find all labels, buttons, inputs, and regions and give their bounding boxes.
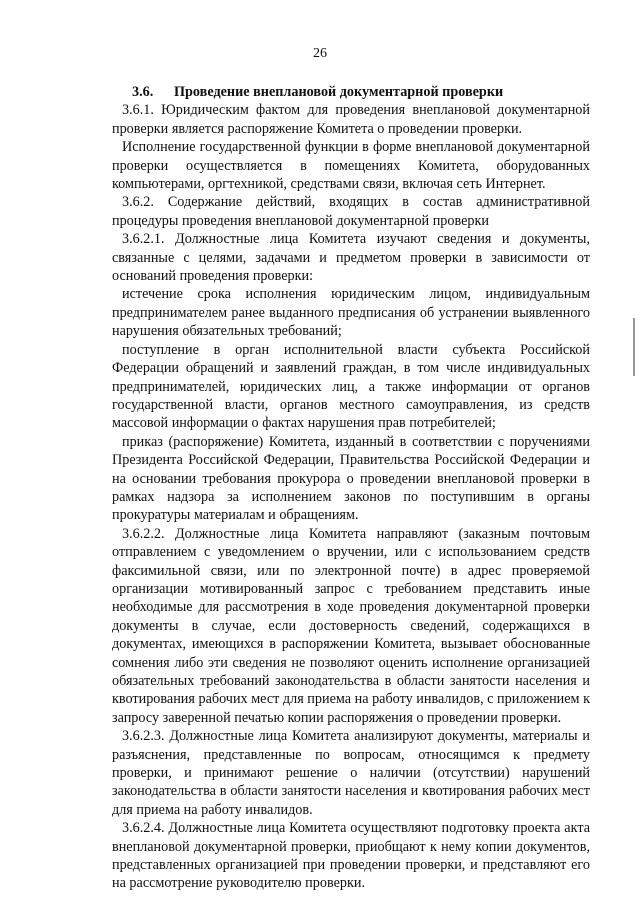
section-heading <box>112 83 590 101</box>
scan-edge-mark <box>633 318 635 376</box>
paragraph-3-6-1: 3.6.1. Юридическим фактом для проведения внеплановой документарной проверки является распоряжение Комитета о проведении проверки. <box>112 102 590 137</box>
list-item-order: приказ (распоряжение) Комитета, изданный в соответствии с поручениями Президента Российской Федерации, Правительства Российской Федерации и на основании требования прокурора о проведении внеплановой проверки в рамках надзора за исполнением законов по поступившим в органы прокуратуры материалам и обращениям. <box>112 433 590 524</box>
list-item-deadline-expiry: истечение срока исполнения юридическим лицом, индивидуальным предпринимателем ранее выданного предписания об устранении выявленного нарушения обязательных требований; <box>112 286 590 340</box>
paragraph-3-6-2: 3.6.2. Содержание действий, входящих в состав административной процедуры проведения внеплановой документарной проверки <box>112 194 590 229</box>
paragraph-3-6-2-3: 3.6.2.3. Должностные лица Комитета анализируют документы, материалы и разъяснения, представленные по вопросам, относящимся к предмету проверки, и принимают решение о наличии (отсутствии) нарушений законодательства в области занятости населения и квотирования рабочих мест для приема на работу инвалидов. <box>112 728 590 818</box>
section-number: 3.6. <box>132 84 154 100</box>
paragraph-3-6-2-2: 3.6.2.2. Должностные лица Комитета направляют (заказным почтовым отправлением с уведомлением о вручении, или с использованием средств факсимильной связи, или по электронной почте) в адрес проверяемой организации мотивированный запрос с требованием представить иные необходимые для рассмотрения в ходе проведения документарной проверки документы в случае, если достоверность сведений, содержащихся в документах, имеющихся в распоряжении Комитета, вызывает обоснованные сомнения либо эти сведения не позволяют оценить исполнение организацией обязательных требований законодательства в области занятости населения и квотирования рабочих мест для приема на работу инвалидов, с приложением к запросу заверенной печатью копии распоряжения о проведении проверки. <box>112 525 590 726</box>
document-body <box>112 83 590 893</box>
paragraph-execution-form: Исполнение государственной функции в форме внеплановой документарной проверки осуществляется в помещениях Комитета, оборудованных компьютерами, оргтехникой, средствами связи, включая сеть Интернет. <box>112 139 590 193</box>
paragraph-3-6-2-1: 3.6.2.1. Должностные лица Комитета изучают сведения и документы, связанные с целями, задачами и предметом проверки в зависимости от оснований проведения проверки: <box>112 231 590 285</box>
section-title: Проведение внеплановой документарной проверки <box>174 84 504 100</box>
page-number: 26 <box>313 46 327 61</box>
list-item-complaints: поступление в орган исполнительной власти субъекта Российской Федерации обращений и заявлений граждан, в том числе индивидуальных предпринимателей, юридических лиц, а также информации от органов государственной власти, органов местного самоуправления, из средств массовой информации о фактах нарушения прав потребителей; <box>112 341 590 432</box>
paragraph-3-6-2-4: 3.6.2.4. Должностные лица Комитета осуществляют подготовку проекта акта внеплановой документарной проверки, приобщают к нему копии документов, представленных организацией при проведении проверки, и представляют его на рассмотрение руководителю проверки. <box>112 820 590 892</box>
